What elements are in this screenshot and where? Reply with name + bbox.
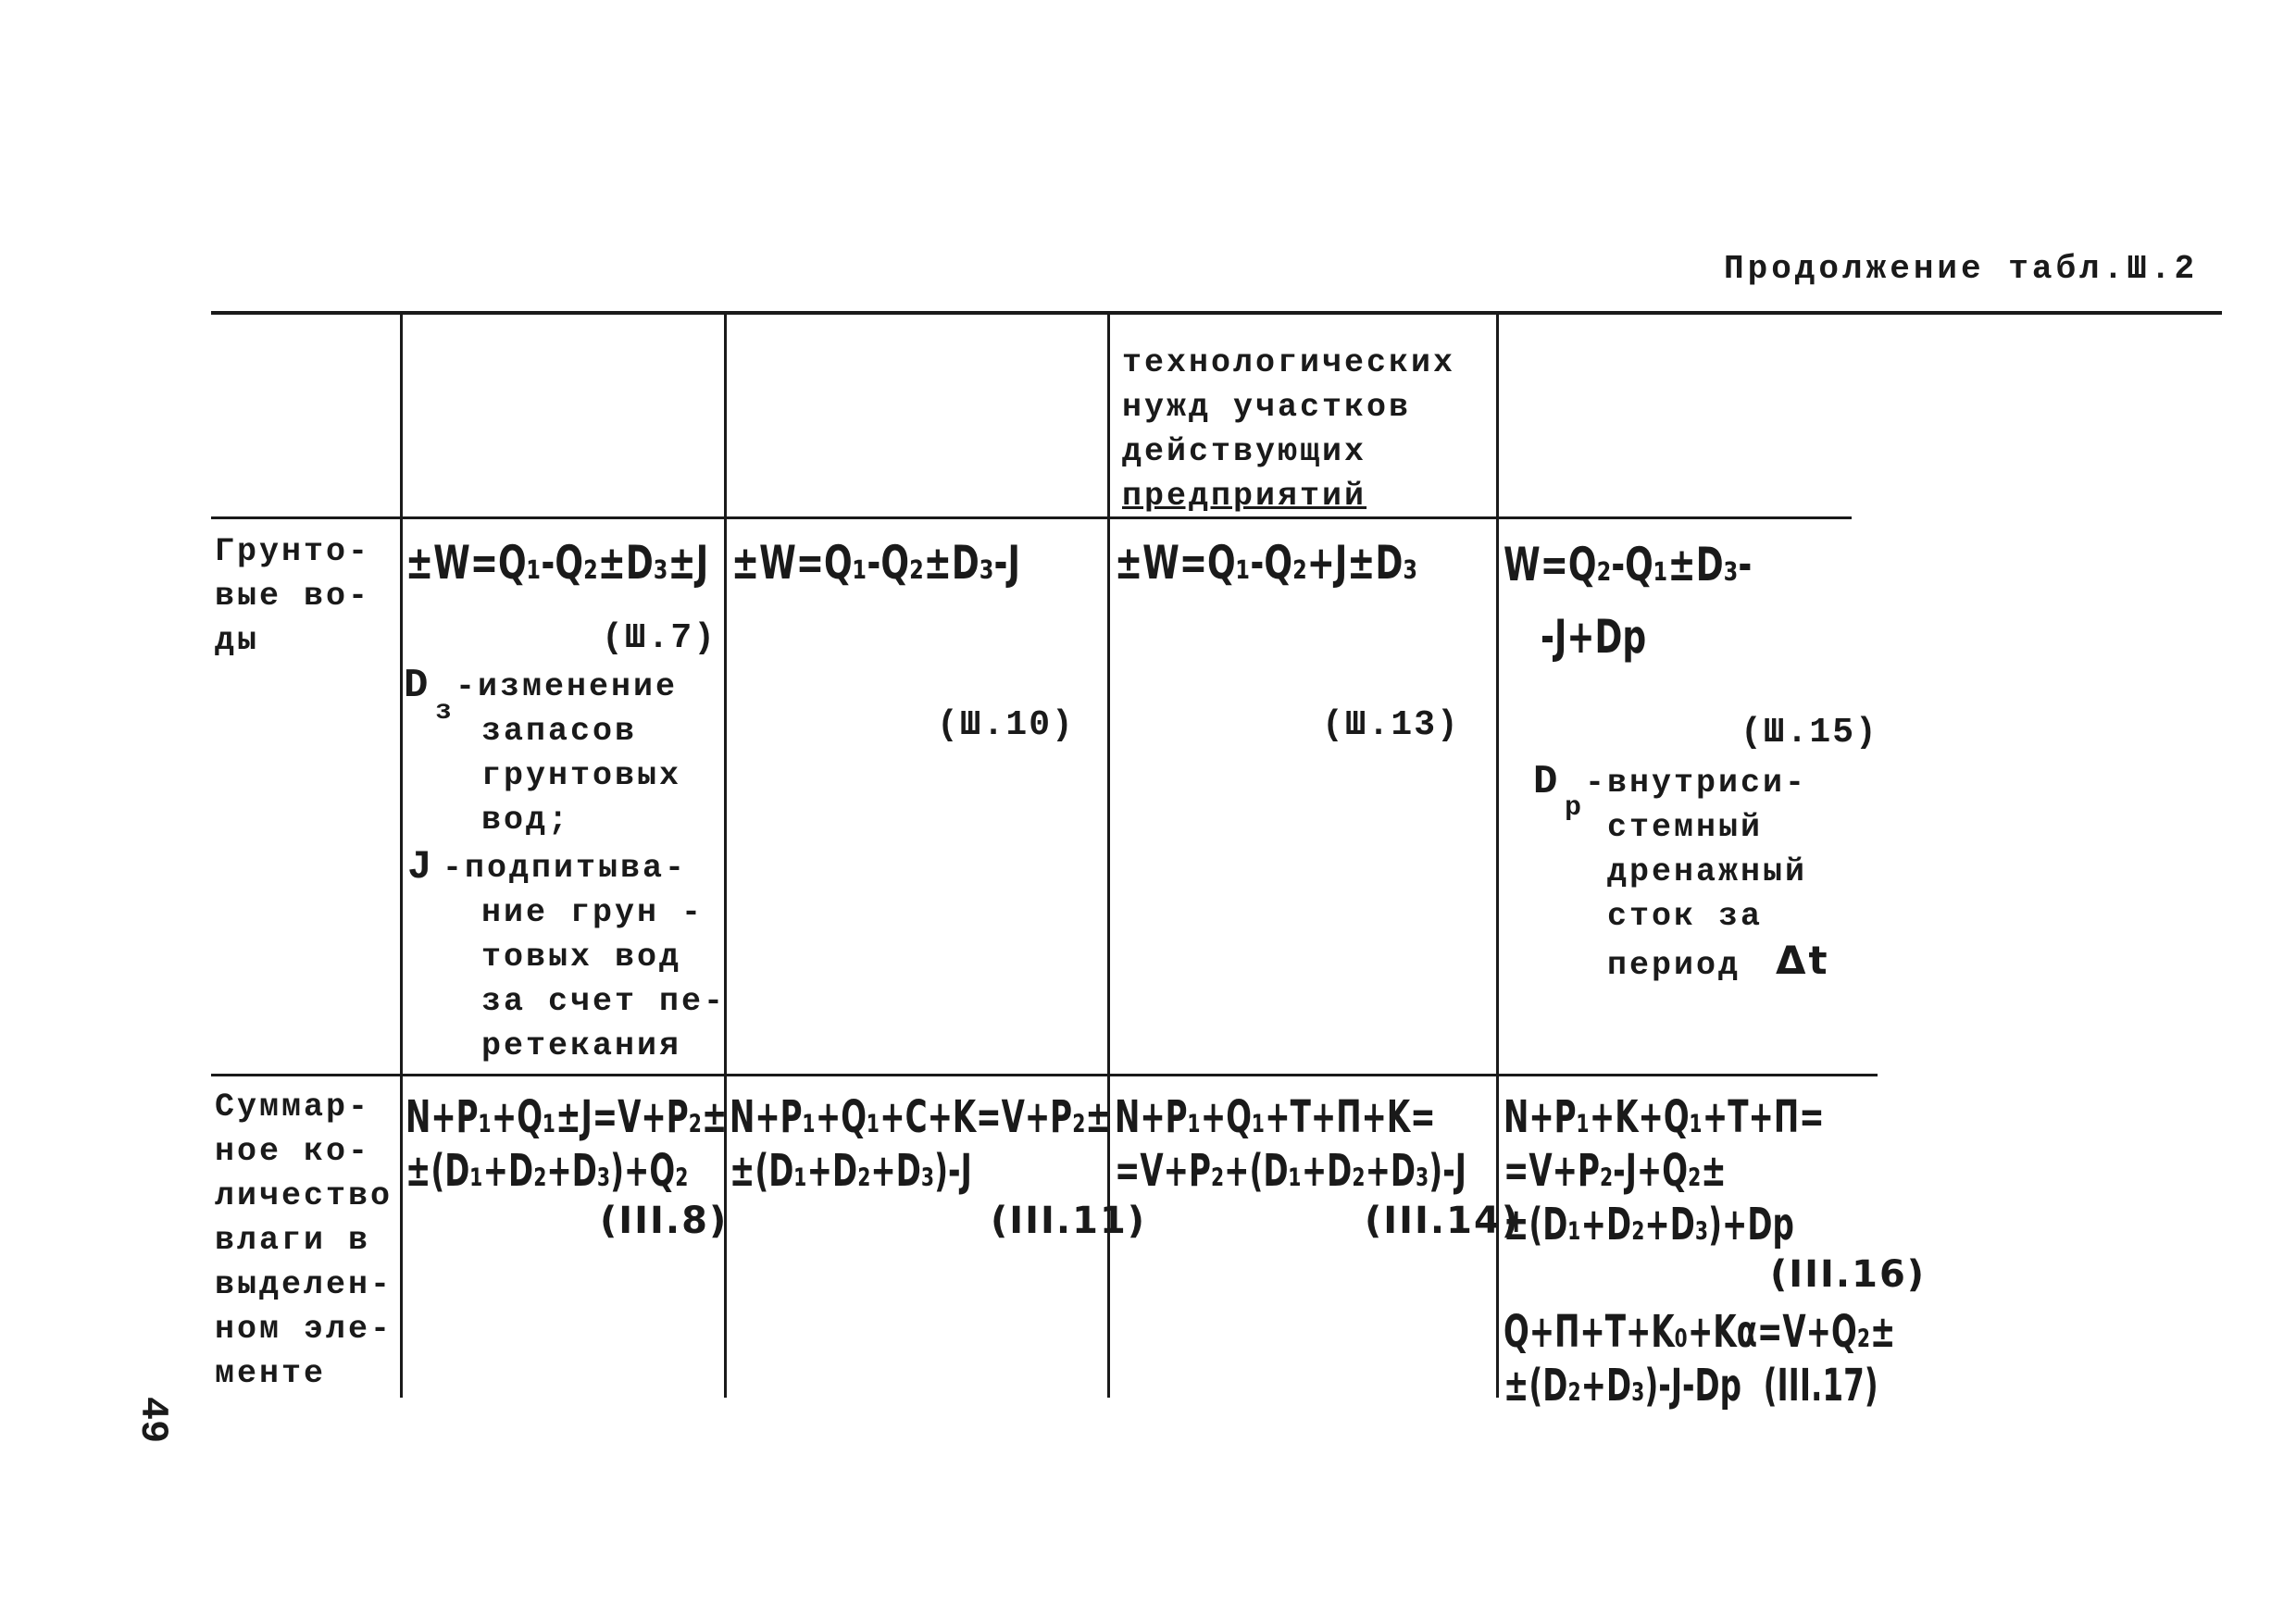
d3-symbol: D <box>404 663 429 709</box>
row2-c3-line1: N+P₁+Q₁+T+П+K= <box>1115 1091 1436 1143</box>
j-description-cont <box>481 890 726 1068</box>
row2-c4-line3: ±(D₁+D₂+D₃)+Dp <box>1504 1199 1794 1250</box>
row2-c2-line2: ±(D₁+D₂+D₃)-J <box>730 1145 972 1197</box>
dp-desc-line: сток за <box>1607 898 1764 935</box>
row2-c4-line5-formula: ±(D₂+D₃)-J-Dp <box>1504 1360 1742 1412</box>
row1-label-line: вые во- <box>215 578 371 615</box>
row2-label-line: выделен- <box>215 1266 393 1303</box>
row1-label-line: Грунто- <box>215 533 371 570</box>
row1-c2-formula: ±W=Q₁-Q₂±D₃-J <box>731 536 1020 590</box>
row2-c4-line4: Q+П+T+K₀+Kα=V+Q₂± <box>1504 1306 1896 1358</box>
col3-header <box>1122 341 1455 518</box>
row2-top-rule <box>211 1074 1878 1076</box>
row2-c1-line1: N+P₁+Q₁±J=V+P₂± <box>406 1091 728 1143</box>
d3-description <box>455 665 678 709</box>
j-desc-line: ретекания <box>481 1027 682 1064</box>
table-top-rule <box>211 311 2222 315</box>
row2-c2-ref: (III.11) <box>991 1200 1147 1242</box>
d3-subscript: з <box>435 696 453 728</box>
row1-c4-ref: (Ш.15) <box>1741 713 1878 753</box>
row2-c3-ref: (III.14) <box>1365 1200 1521 1242</box>
col3-header-line: предприятий <box>1122 478 1367 515</box>
row2-c1-line2: ±(D₁+D₂+D₃)+Q₂ <box>406 1145 689 1197</box>
row2-c4-line5 <box>1504 1359 1878 1412</box>
row2-c4-line1: N+P₁+K+Q₁+T+П= <box>1504 1091 1825 1143</box>
row2-label <box>215 1085 393 1396</box>
dp-subscript: р <box>1565 792 1582 824</box>
d3-description-cont <box>481 709 681 842</box>
j-desc-line: за счет пе- <box>481 983 727 1020</box>
dp-description-first <box>1585 761 1807 805</box>
row2-c3-line2: =V+P₂+(D₁+D₂+D₃)-J <box>1115 1145 1466 1197</box>
row1-label <box>215 529 370 663</box>
row2-c4-ref1: (III.16) <box>1770 1253 1927 1296</box>
dp-description-cont <box>1607 805 1830 988</box>
delta-t: Δt <box>1776 938 1830 983</box>
row1-c3-formula: ±W=Q₁-Q₂+J±D₃ <box>1115 536 1418 590</box>
row1-top-rule <box>211 516 1852 519</box>
row2-c4-line2: =V+P₂-J+Q₂± <box>1504 1145 1727 1197</box>
row1-c4-formula-line1: W=Q₂-Q₁±D₃- <box>1504 538 1753 591</box>
row2-c4-ref2: (III.17) <box>1763 1360 1878 1412</box>
dp-desc-line: дренажный <box>1607 853 1808 890</box>
dp-desc-line: -внутриси- <box>1585 765 1808 802</box>
row1-c4-formula-line2: -J+Dp <box>1541 610 1647 664</box>
page-number: 49 <box>131 1396 176 1444</box>
dp-desc-line <box>1607 939 1830 988</box>
col3-header-line: нужд участков <box>1122 389 1412 426</box>
row2-c2-line1: N+P₁+Q₁+C+K=V+P₂± <box>730 1091 1111 1143</box>
row1-c3-ref: (Ш.13) <box>1322 705 1460 745</box>
dp-desc-period: период <box>1607 947 1741 984</box>
d3-desc-line: грунтовых <box>481 757 682 794</box>
d3-desc-line: запасов <box>481 713 638 750</box>
row2-label-line: влаги в <box>215 1222 371 1259</box>
j-description-first <box>443 846 687 890</box>
table-continuation-heading: Продолжение табл.Ш.2 <box>1724 250 2199 288</box>
j-desc-line: -подпитыва- <box>443 850 688 887</box>
row1-label-line: ды <box>215 622 260 659</box>
col3-header-line: технологических <box>1122 344 1456 381</box>
row1-c1-formula: ±W=Q₁-Q₂±D₃±J <box>406 536 709 590</box>
row2-label-line: личество <box>215 1177 393 1214</box>
row2-c1-ref: (III.8) <box>600 1200 729 1242</box>
row2-label-line: менте <box>215 1355 327 1392</box>
j-desc-line: товых вод <box>481 939 682 976</box>
j-desc-line: ние грун - <box>481 894 705 931</box>
row2-label-line: Суммар- <box>215 1088 371 1126</box>
col-divider-1 <box>400 313 403 1398</box>
row1-c1-ref: (Ш.7) <box>602 618 718 658</box>
dp-symbol: D <box>1533 759 1558 805</box>
d3-desc-line: вод; <box>481 802 571 839</box>
col3-header-line: действующих <box>1122 433 1367 470</box>
d3-desc-line: -изменение <box>455 668 679 705</box>
dp-desc-line: стемный <box>1607 809 1764 846</box>
row2-label-line: ном эле- <box>215 1311 393 1348</box>
row1-c2-ref: (Ш.10) <box>937 705 1075 745</box>
row2-label-line: ное ко- <box>215 1133 371 1170</box>
j-symbol: J <box>407 844 432 890</box>
